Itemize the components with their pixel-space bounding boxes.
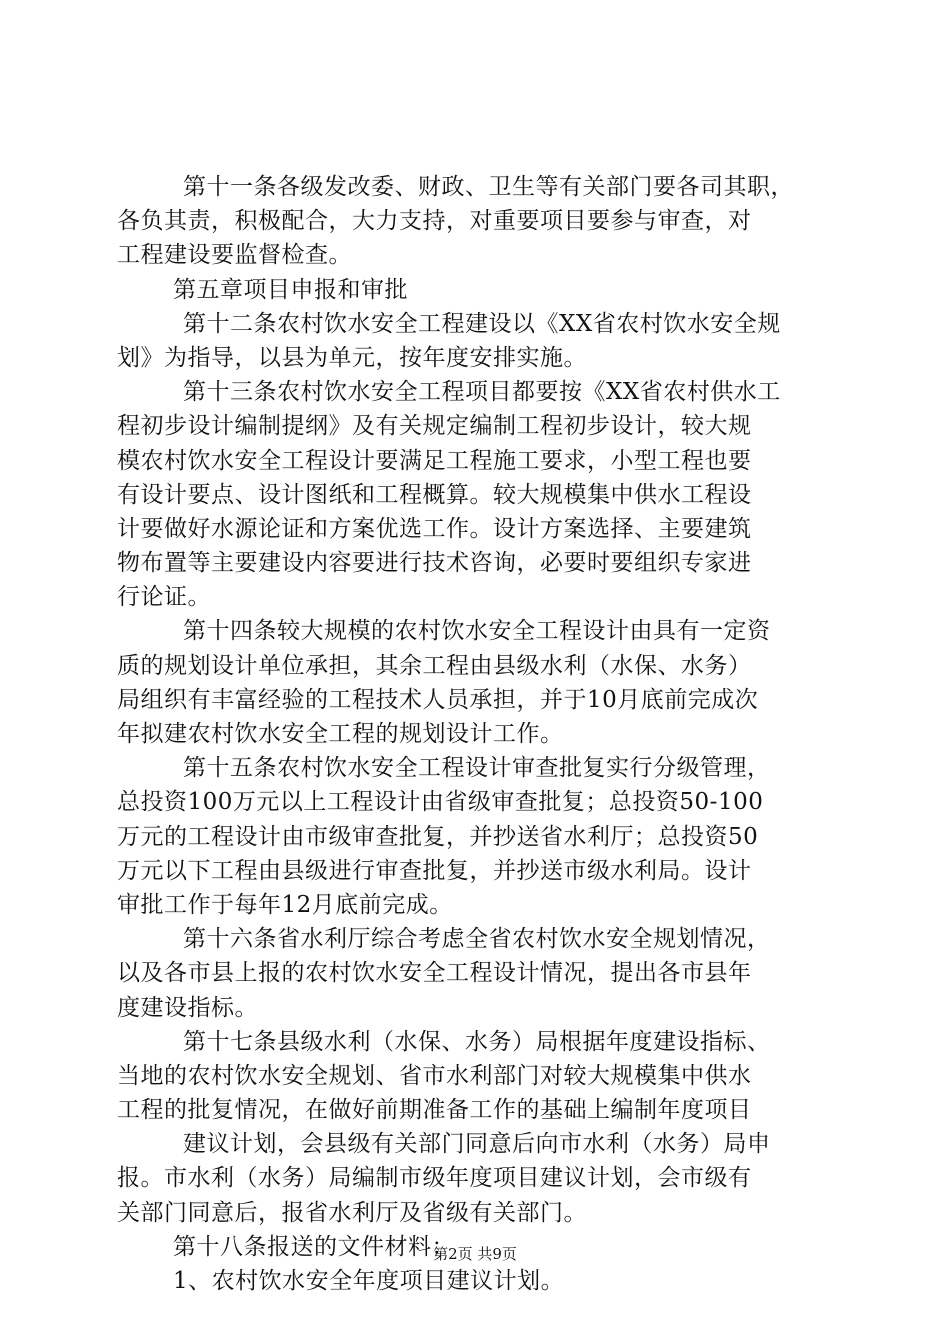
paragraph-line: 第十五条农村饮水安全工程设计审查批复实行分级管理， <box>183 755 771 782</box>
paragraph-line: 以及各市县上报的农村饮水安全工程设计情况，提出各市县年 <box>117 960 752 987</box>
paragraph-line: 第十三条农村饮水安全工程项目都要按《XX省农村供水工 <box>183 379 781 406</box>
paragraph-line: 局组织有丰富经验的工程技术人员承担，并于10月底前完成次 <box>117 686 759 713</box>
paragraph-line: 万元的工程设计由市级审查批复，并抄送省水利厅；总投资50 <box>117 823 759 850</box>
paragraph-line: 第十二条农村饮水安全工程建设以《XX省农村饮水安全规 <box>183 310 781 337</box>
paragraph-line: 程初步设计编制提纲》及有关规定编制工程初步设计，较大规 <box>117 413 752 440</box>
paragraph-line: 计要做好水源论证和方案优选工作。设计方案选择、主要建筑 <box>117 515 752 542</box>
paragraph-line: 报。市水利（水务）局编制市级年度项目建议计划，会市级有 <box>117 1165 752 1192</box>
paragraph-line: 物布置等主要建设内容要进行技术咨询，必要时要组织专家进 <box>117 550 752 577</box>
paragraph-line: 当地的农村饮水安全规划、省市水利部门对较大规模集中供水 <box>117 1062 752 1089</box>
paragraph-line: 划》为指导，以县为单元，按年度安排实施。 <box>117 344 587 371</box>
paragraph-line: 模农村饮水安全工程设计要满足工程施工要求，小型工程也要 <box>117 447 752 474</box>
paragraph-line: 有设计要点、设计图纸和工程概算。较大规模集中供水工程设 <box>117 481 752 508</box>
paragraph-line: 第十六条省水利厅综合考虑全省农村饮水安全规划情况， <box>183 926 771 953</box>
paragraph-line: 工程的批复情况，在做好前期准备工作的基础上编制年度项目 <box>117 1097 752 1124</box>
page-number-footer: 第2页 共9页 <box>433 1245 517 1263</box>
paragraph-line: 万元以下工程由县级进行审查批复，并抄送市级水利局。设计 <box>117 857 752 884</box>
paragraph-line: 度建设指标。 <box>117 994 258 1021</box>
chapter-heading: 第五章项目申报和审批 <box>173 276 408 303</box>
paragraph-line: 第十七条县级水利（水保、水务）局根据年度建设指标、 <box>183 1028 771 1055</box>
paragraph-line: 行论证。 <box>117 584 211 611</box>
paragraph-line: 第十一条各级发改委、财政、卫生等有关部门要各司其职， <box>183 174 794 200</box>
paragraph-line: 关部门同意后，报省水利厅及省级有关部门。 <box>117 1199 587 1226</box>
paragraph-line: 年拟建农村饮水安全工程的规划设计工作。 <box>117 721 564 747</box>
paragraph-line: 工程建设要监督检查。 <box>117 242 352 269</box>
paragraph-line: 建议计划，会县级有关部门同意后向市水利（水务）局申 <box>183 1131 771 1158</box>
paragraph-line: 第十八条报送的文件材料： <box>173 1233 455 1260</box>
paragraph-line: 总投资100万元以上工程设计由省级审查批复；总投资50-100 <box>117 789 764 816</box>
document-body <box>117 170 857 1298</box>
list-item: 1、农村饮水安全年度项目建议计划。 <box>173 1268 565 1294</box>
paragraph-line: 第十四条较大规模的农村饮水安全工程设计由具有一定资 <box>183 618 771 645</box>
paragraph-line: 审批工作于每年12月底前完成。 <box>117 891 453 918</box>
paragraph-line: 各负其责，积极配合，大力支持，对重要项目要参与审查，对 <box>117 208 752 235</box>
paragraph-line: 质的规划设计单位承担，其余工程由县级水利（水保、水务） <box>117 652 752 679</box>
